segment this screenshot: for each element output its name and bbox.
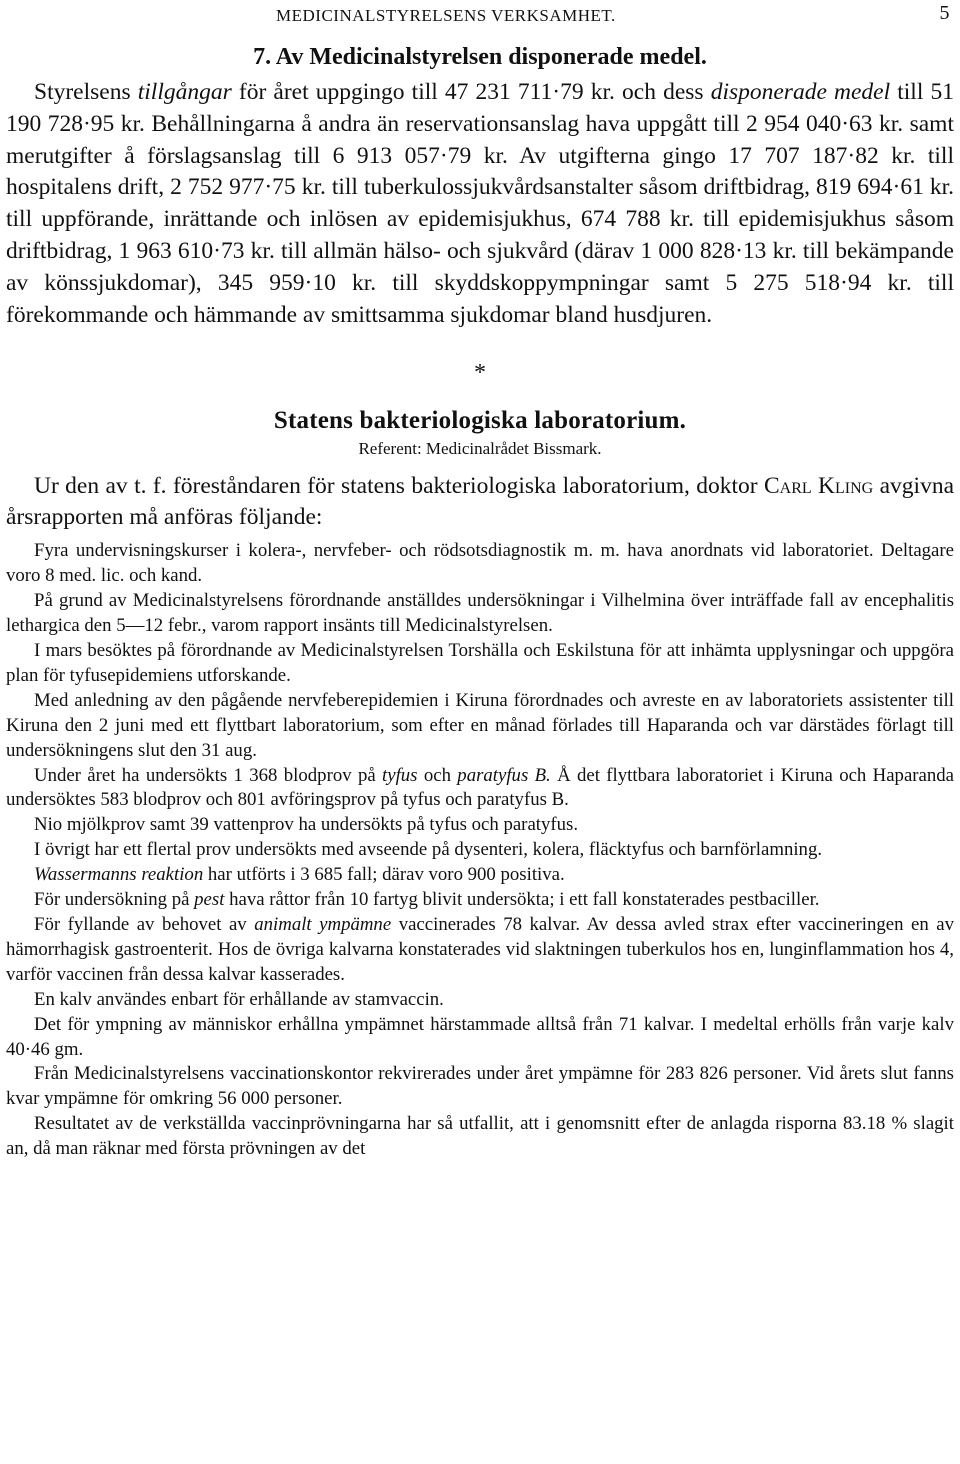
page-header [6,0,954,34]
section-title: 7. Av Medicinalstyrelsen disponerade medel. [253,44,707,70]
text-run: Styrelsens [34,79,138,105]
page-number: 5 [939,2,950,24]
italic-run: pest [194,889,225,911]
italic-run: paratyfus B. [457,764,551,786]
text-run: Under året ha undersökts 1 368 blodprov på [34,764,383,786]
text-run: hava råttor från 10 fartyg blivit undersökta; i ett fall konstaterades pestbaciller. [224,889,820,911]
lab-intro-paragraph [6,471,954,533]
paragraph-vilhelmina: På grund av Medicinalstyrelsens förordnande anställdes undersökningar i Vilhelmina över inträffade fall av encephalitis lethargica den 5—12 febr., varom rapport insänts till Medicinalstyrelsen. [6,590,954,637]
section-separator: * [474,360,486,387]
referent-line: Referent: Medicinalrådet Bissmark. [358,439,602,459]
text-run: för året uppgingo till 47 231 711·79 kr. och dess [231,79,711,105]
italic-run: Wassermanns reaktion [34,864,204,886]
text-run: Ur den av t. f. föreståndaren för statens bakteriologiska laboratorium, doktor [34,473,764,500]
text-run: vaccinerades 78 kalvar. Av dessa avled strax efter vaccineringen en av hämorrhagisk gastroenterit. Hos de övriga kalvarna konstaterades vid slaktningen tuberkulos hos en, lunginflammation hos 4, varför vaccinen från dessa kalvar kasserades. [6,913,954,985]
text-run: För undersökning på [34,889,195,911]
paragraph-results: Resultatet av de verkställda vaccinprövningarna har så utfallit, att i genomsnitt efter de anlagda risporna 83.18 % slagit an, då man räknar med första prövningen av det [6,1113,954,1160]
budget-section [6,77,954,331]
paragraph-plague [6,888,954,913]
paragraph-kiruna: Med anledning av den pågående nervfeberepidemien i Kiruna förordnades och avreste en av laboratoriets assistenter till Kiruna den 2 juni med ett flyttbart laboratorium, som efter en månad förlades till Haparanda och var därstädes förlagt till undersökningens slut den 31 aug. [6,689,954,761]
lab-report-body [6,539,954,1162]
text-run: Å det flyttbara laboratoriet i Kiruna och Haparanda undersöktes 583 blodprov och 801 avföringsprov på tyfus och paratyfus B. [6,764,954,811]
paragraph-vaccine-yield: Det för ympning av människor erhållna ympämnet härstammade alltså från 71 kalvar. I medeltal erhölls från varje kalv 40·46 gm. [6,1013,954,1060]
italic-run: animalt ympämne [254,913,392,935]
lab-section-title: Statens bakteriologiska laboratorium. [273,407,687,435]
paragraph-courses: Fyra undervisningskurser i kolera-, nervfeber- och rödsotsdiagnostik m. m. hava anordnats vid laboratoriet. Deltagare voro 8 med. lic. och kand. [6,540,954,587]
budget-paragraph [6,77,954,331]
text-run: avgivna årsrapporten må anföras följande: [6,473,955,531]
text-run: och [417,764,458,786]
document-page [6,0,954,1162]
italic-run: disponerade medel [710,79,891,105]
paragraph-milk-water: Nio mjölkprov samt 39 vattenprov ha undersökts på tyfus och paratyfus. [34,814,579,836]
paragraph-torshalla: I mars besöktes på förordnande av Medicinalstyrelsen Torshälla och Eskilstuna för att inhämta upplysningar och uppgöra plan för tyfusepidemiens utforskande. [6,640,954,686]
person-name: Carl Kling [763,473,874,500]
text-run: har utförts i 3 685 fall; därav voro 900 positiva. [203,864,565,886]
paragraph-wassermann [6,863,954,888]
paragraph-other-tests: I övrigt har ett flertal prov undersökts med avseende på dysenteri, kolera, fläcktyfus och barnförlamning. [34,839,823,861]
paragraph-blood-tests [6,764,954,814]
paragraph-calves [6,913,954,988]
paragraph-stock-vaccine: En kalv användes enbart för erhållande av stamvaccin. [34,988,444,1010]
text-run: För fyllande av behovet av [34,913,255,935]
running-title: MEDICINALSTYRELSENS VERKSAMHET. [276,6,616,25]
text-run: till 51 190 728·95 kr. Behållningarna å andra än reservationsanslag hava uppgått till 2 954 040·63 kr. samt merutgifter å förslagsanslag till 6 913 057·79 kr. Av utgifterna gingo 17 707 187·82 kr. till hospitalens drift, 2 752 977·75 kr. till tuberkulossjukvårdsanstalter såsom driftbidrag, 819 694·61 kr. till uppförande, inrättande och inlösen av epidemisjukhus, 674 788 kr. till epidemisjukhus såsom driftbidrag, 1 963 610·73 kr. till allmän hälso- och sjukvård (därav 1 000 828·13 kr. till bekämpande av könssjukdomar), 345 959·10 kr. till skyddskoppympningar samt 5 275 518·94 kr. till förekommande och hämmande av smittsamma sjukdomar bland husdjuren. [6,79,954,328]
paragraph-vaccination-office: Från Medicinalstyrelsens vaccinationskontor rekvirerades under året ympämne för 283 826 personer. Vid årets slut fanns kvar ympämne för omkring 56 000 personer. [6,1063,954,1110]
italic-run: tillgångar [137,79,232,105]
italic-run: tyfus [382,764,418,786]
